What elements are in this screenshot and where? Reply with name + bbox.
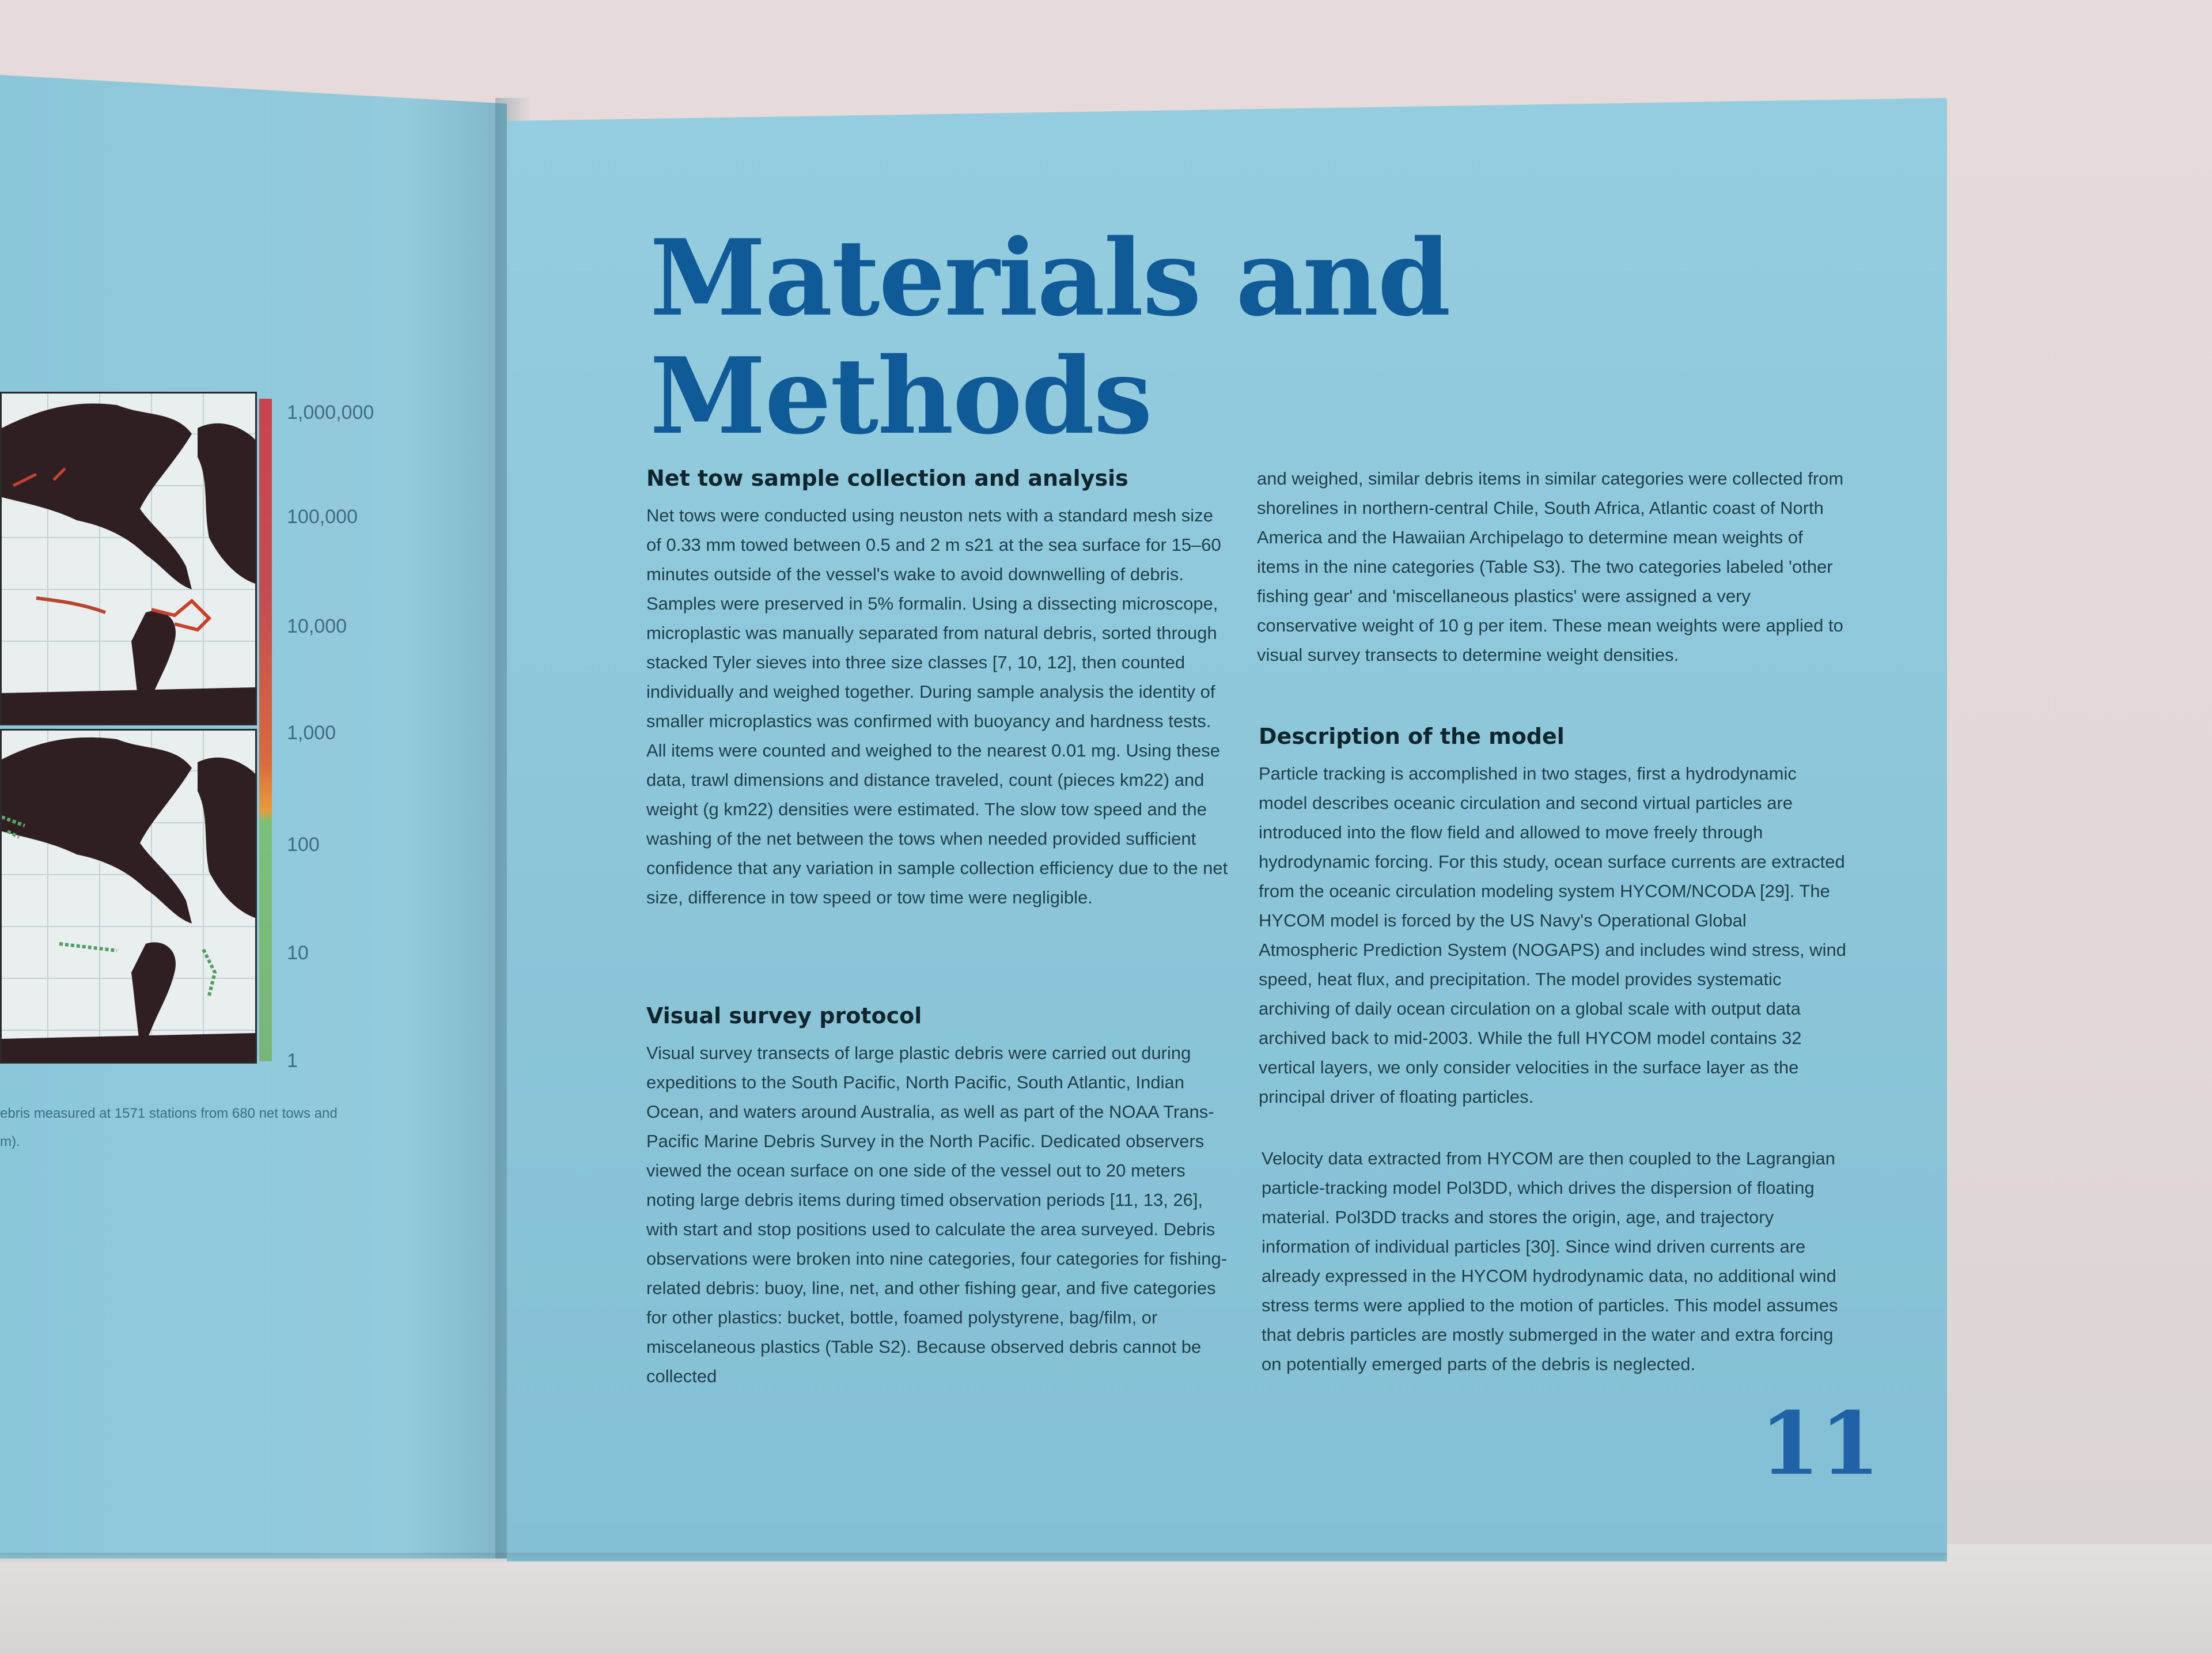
book-edge-shadow <box>0 1553 1947 1563</box>
section-body: Net tows were conducted using neuston nets with a standard mesh size of 0.33 mm towed between 0.5 and 2 m s21 at the sea surface for 15–60 minutes outside of the vessel's wake to avoid downwelling of debris. Samples were preserved in 5% formalin. Using a dissecting microscope, microplastic was manually separated from natural debris, sorted through stacked Tyler sieves into three size classes [7, 10, 12], then counted individually and weighed together. During sample analysis the identity of smaller microplastics was confirmed with buoyancy and hardness tests. All items were counted and weighed to the nearest 0.01 mg. Using these data, trawl dimensions and distance traveled, count (pieces km22) and weight (g km22) densities were estimated. The slow tow speed and the washing of the net between the tows when needed provided sufficient confidence that any variation in sample collection efficiency due to the net size, difference in tow speed or tow time were negligible. <box>646 505 1228 907</box>
paragraph: and weighed, similar debris items in similar categories were collected from shorelines in northern-central Chile, South Africa, Atlantic coast of North America and the Hawaiian Archipelago to determine mean weights of items in the nine categories (Table S3). The two categories labeled 'other fishing gear' and 'miscellaneous plastics' were assigned a very conservative weight of 10 g per item. These mean weights were applied to visual survey transects to determine weight densities. <box>1257 468 1844 665</box>
title-line-1: Materials and <box>650 216 1450 339</box>
colorbar-label: 1,000 <box>287 722 336 744</box>
figure-caption-line: ebris measured at 1571 stations from 680 net tows and <box>0 1106 338 1121</box>
colorbar-label: 10,000 <box>287 615 347 637</box>
title-line-2: Methods <box>650 334 1152 457</box>
colorbar-label: 100 <box>287 834 320 856</box>
section-model-description-continued <box>1262 1144 1849 1379</box>
paragraph: Velocity data extracted from HYCOM are then coupled to the Lagrangian particle-tracking model Pol3DD, which drives the dispersion of floating material. Pol3DD tracks and stores the origin, age, and trajectory information of individual particles [30]. Since wind driven currents are already expressed in the HYCOM hydrodynamic data, no additional wind stress terms were applied to the motion of particles. This model assumes that debris particles are mostly submerged in the water and extra forcing on potentially emerged parts of the debris is neglected. <box>1262 1148 1838 1374</box>
section-body: Visual survey transects of large plastic debris were carried out during expeditions to the South Pacific, North Pacific, South Atlantic, Indian Ocean, and waters around Australia, as well as part of the NOAA Trans-Pacific Marine Debris Survey in the North Pacific. Dedicated observers viewed the ocean surface on one side of the vessel out to 20 meters noting large debris items during timed observation periods [11, 13, 26], with start and stop positions used to calculate the area surveyed. Debris observations were broken into nine categories, four categories for fishing-related debris: buoy, line, net, and other fishing gear, and five categories for other plastics: bucket, bottle, foamed polystyrene, bag/film, or miscelaneous plastics (Table S2). Because observed debris cannot be collected <box>646 1043 1228 1386</box>
world-map-bottom <box>0 729 257 1064</box>
page-title <box>650 216 1450 457</box>
colorbar-label: 1,000,000 <box>287 402 374 423</box>
column-continuation <box>1257 464 1844 669</box>
colorbar-label: 100,000 <box>287 506 358 528</box>
section-model-description <box>1259 722 1846 1111</box>
world-map-top <box>0 392 257 725</box>
section-heading: Visual survey protocol <box>646 1003 922 1028</box>
section-visual-survey <box>646 1001 1228 1391</box>
figure-caption-line: m). <box>0 1134 20 1149</box>
density-colorbar <box>259 399 272 1061</box>
section-body: Particle tracking is accomplished in two stages, first a hydrodynamic model describes oceanic circulation and second virtual particles are introduced into the flow field and allowed to move freely through hydrodynamic forcing. For this study, ocean surface currents are extracted from the oceanic circulation modeling system HYCOM/NCODA [29]. The HYCOM model is forced by the US Navy's Operational Global Atmospheric Prediction System (NOGAPS) and includes wind stress, wind speed, heat flux, and precipitation. The model provides systematic archiving of daily ocean circulation on a global scale with output data archived back to mid-2003. While the full HYCOM model contains 32 vertical layers, we only consider velocities in the surface layer as the principal driver of floating particles. <box>1259 763 1846 1107</box>
colorbar-label: 10 <box>287 942 309 964</box>
colorbar-label: 1 <box>287 1050 298 1072</box>
section-net-tow <box>646 464 1228 912</box>
page-number: 11 <box>1760 1393 1880 1495</box>
section-heading: Description of the model <box>1259 724 1565 749</box>
section-heading: Net tow sample collection and analysis <box>646 466 1128 491</box>
